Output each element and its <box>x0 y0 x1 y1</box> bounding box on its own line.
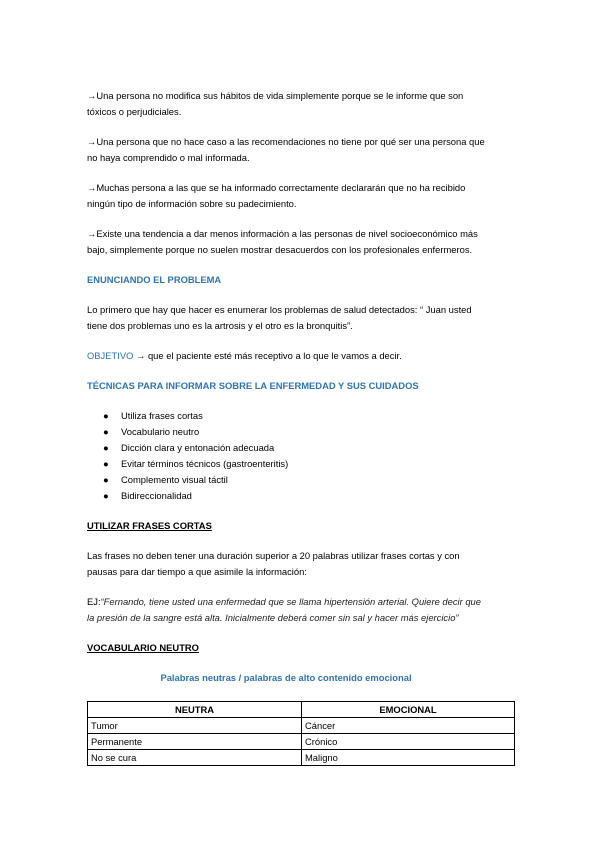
paragraph-line: ningún tipo de información sobre su padecimiento. <box>87 198 297 209</box>
table-cell: Maligno <box>302 750 515 766</box>
list-item-text: Bidireccionalidad <box>121 490 192 501</box>
paragraph-line: →Una persona no modifica sus hábitos de vida simplemente porque se le informe que son <box>87 90 464 101</box>
paragraph-line: →Existe una tendencia a dar menos información a las personas de nivel socioeconómico más <box>87 228 478 239</box>
table-row <box>88 718 515 734</box>
bullet-icon: ● <box>103 474 109 485</box>
table-cell: Cáncer <box>302 718 515 734</box>
list-item <box>87 440 515 456</box>
table-cell: Crónico <box>302 734 515 750</box>
document-content <box>87 88 515 766</box>
objetivo-label: OBJETIVO <box>87 350 134 361</box>
paragraph-line: Lo primero que hay que hacer es enumerar los problemas de salud detectados: “ Juan usted <box>87 304 472 315</box>
paragraph-line: bajo, simplemente porque no suelen mostrar desacuerdos con los profesionales enfermeros. <box>87 244 473 255</box>
list-item <box>87 424 515 440</box>
paragraph-line: →Muchas persona a las que se ha informado correctamente declararán que no ha recibido <box>87 182 466 193</box>
example-line <box>87 594 515 610</box>
bullet-icon: ● <box>103 458 109 469</box>
list-item-text: Complemento visual táctil <box>121 474 228 485</box>
paragraph-line: no haya comprendido o mal informada. <box>87 152 250 163</box>
list-item-text: Evitar términos técnicos (gastroenteritis) <box>121 458 289 469</box>
table-cell: No se cura <box>88 750 302 766</box>
paragraph <box>87 88 515 120</box>
list-item-text: Vocabulario neutro <box>121 426 200 437</box>
frases-paragraph <box>87 548 515 580</box>
list-item <box>87 488 515 504</box>
bullet-icon: ● <box>103 426 109 437</box>
example-text: “Fernando, tiene usted una enfermedad que se llama hipertensión arterial. Quiere decir que <box>100 596 481 607</box>
example-line: la presión de la sangre está alta. Inicialmente deberá comer sin sal y hacer más ejercicio” <box>87 612 459 623</box>
list-item-text: Utiliza frases cortas <box>121 410 203 421</box>
paragraph-line: pausas para dar tiempo a que asimile la información: <box>87 566 307 577</box>
paragraph-line: tiene dos problemas uno es la artrosis y el otro es la bronquitis”. <box>87 320 353 331</box>
frases-example <box>87 594 515 626</box>
paragraph-line: Las frases no deben tener una duración superior a 20 palabras utilizar frases cortas y con <box>87 550 460 561</box>
vocabulario-subtitle: Palabras neutras / palabras de alto contenido emocional <box>160 672 412 683</box>
objetivo-text: → que el paciente esté más receptivo a lo que le vamos a decir. <box>133 350 402 361</box>
vocabulary-table <box>87 701 515 766</box>
list-item <box>87 472 515 488</box>
bullet-icon: ● <box>103 490 109 501</box>
column-header: NEUTRA <box>88 702 302 718</box>
table-header-row <box>88 702 515 718</box>
table-row <box>88 734 515 750</box>
column-header: EMOCIONAL <box>302 702 515 718</box>
vocabulario-heading: VOCABULARIO NEUTRO <box>87 642 199 653</box>
paragraph-line: tóxicos o perjudiciales. <box>87 106 182 117</box>
enunciando-heading: ENUNCIANDO EL PROBLEMA <box>87 274 222 285</box>
table-cell: Permanente <box>88 734 302 750</box>
paragraph-line: →Una persona que no hace caso a las recomendaciones no tiene por qué ser una persona que <box>87 136 485 147</box>
list-item <box>87 456 515 472</box>
table-row <box>88 750 515 766</box>
paragraph <box>87 134 515 166</box>
bullet-icon: ● <box>103 410 109 421</box>
list-item <box>87 408 515 424</box>
example-label: EJ: <box>87 596 101 607</box>
enunciando-paragraph <box>87 302 515 334</box>
paragraph <box>87 226 515 258</box>
paragraph <box>87 180 515 212</box>
objetivo-line <box>87 348 515 364</box>
tecnicas-heading: TÉCNICAS PARA INFORMAR SOBRE LA ENFERMEDAD Y SUS CUIDADOS <box>87 380 419 391</box>
tecnicas-list <box>87 408 515 504</box>
bullet-icon: ● <box>103 442 109 453</box>
table-cell: Tumor <box>88 718 302 734</box>
frases-heading: UTILIZAR FRASES CORTAS <box>87 520 212 531</box>
list-item-text: Dicción clara y entonación adecuada <box>121 442 275 453</box>
